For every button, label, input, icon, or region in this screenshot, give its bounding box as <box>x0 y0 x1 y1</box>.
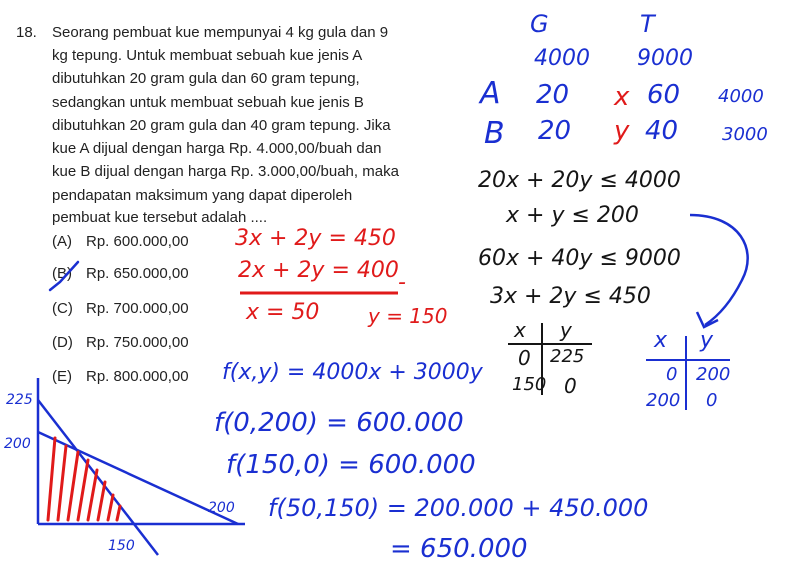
graph-label-225: 225 <box>6 392 33 408</box>
option-text: Rp. 700.000,00 <box>86 300 189 317</box>
table2-head-y: y <box>700 328 714 353</box>
question-line: pendapatan maksimum yang dapat diperoleh <box>52 187 353 204</box>
row-a-t: 60 <box>647 80 681 110</box>
graph-label-150-x: 150 <box>108 538 135 554</box>
row-a-label: A <box>480 76 501 111</box>
table1-r1x: 0 <box>518 346 531 370</box>
option-letter: (E) <box>52 368 72 385</box>
table2-r2y: 0 <box>706 390 718 411</box>
check-mark-icon <box>50 262 78 290</box>
question-line: kue B dijual dengan harga Rp. 3.000,00/buah, maka <box>52 163 399 180</box>
table1-r1y: 225 <box>550 346 585 367</box>
inequality-sugar: 20x + 20y ≤ 4000 <box>478 168 681 193</box>
evaluation-0-200: f(0,200) = 600.000 <box>214 408 464 438</box>
question-line: kue A dijual dengan harga Rp. 4.000,00/buah dan <box>52 140 382 157</box>
row-a-g: 20 <box>536 80 570 110</box>
inequality-flour: 60x + 40y ≤ 9000 <box>478 246 681 271</box>
option-text: Rp. 600.000,00 <box>86 233 189 250</box>
row-b-price: 3000 <box>722 124 768 145</box>
question-line: dibutuhkan 20 gram gula dan 60 gram tepung, <box>52 70 360 87</box>
option-letter: (B) <box>52 265 72 282</box>
question-line: Seorang pembuat kue mempunyai 4 kg gula dan 9 <box>52 24 389 41</box>
row-b-label: B <box>484 116 505 151</box>
question-line: dibutuhkan 20 gram gula dan 40 gram tepung. Jika <box>52 117 391 134</box>
total-t: 9000 <box>637 46 693 71</box>
evaluation-50-150: f(50,150) = 200.000 + 450.000 <box>268 494 649 522</box>
option-text: Rp. 650.000,00 <box>86 265 189 282</box>
table-head-g: G <box>530 10 549 38</box>
feasible-region-graph <box>38 378 245 555</box>
row-b-t: 40 <box>645 116 679 146</box>
graph-label-200-y: 200 <box>4 436 31 452</box>
elimination-minus: - <box>398 270 406 295</box>
graph-label-200-x: 200 <box>208 500 235 516</box>
total-g: 4000 <box>534 46 590 71</box>
table1-r2x: 150 <box>512 374 547 395</box>
inequality-flour-simplified: 3x + 2y ≤ 450 <box>490 284 651 309</box>
table1-r2y: 0 <box>564 374 577 398</box>
table1-head-x: x <box>514 318 526 342</box>
option-text: Rp. 750.000,00 <box>86 334 189 351</box>
evaluation-150-0: f(150,0) = 600.000 <box>226 450 476 480</box>
arrow-icon <box>690 215 748 325</box>
question-line: kg tepung. Untuk membuat sebuah kue jenis A <box>52 47 363 64</box>
option-letter: (D) <box>52 334 73 351</box>
result-x: x = 50 <box>246 300 320 325</box>
elimination-eq2: 2x + 2y = 400 <box>238 258 399 283</box>
table2-r2x: 200 <box>646 390 681 411</box>
table1-head-y: y <box>560 318 572 342</box>
option-text: Rp. 800.000,00 <box>86 368 189 385</box>
inequality-sugar-simplified: x + y ≤ 200 <box>506 203 639 228</box>
option-letter: (A) <box>52 233 72 250</box>
option-letter: (C) <box>52 300 73 317</box>
row-a-var: x <box>614 82 630 112</box>
table2-head-x: x <box>654 328 668 353</box>
question-line: pembuat kue tersebut adalah .... <box>52 209 268 226</box>
row-b-var: y <box>614 116 630 146</box>
row-b-g: 20 <box>538 116 572 146</box>
result-y: y = 150 <box>368 304 448 328</box>
question-number: 18. <box>16 24 37 41</box>
table2-r1x: 0 <box>666 364 678 385</box>
question-line: sedangkan untuk membuat sebuah kue jenis B <box>52 94 364 111</box>
table-head-t: T <box>640 10 655 38</box>
table2-r1y: 200 <box>696 364 731 385</box>
objective-function: f(x,y) = 4000x + 3000y <box>222 360 483 385</box>
elimination-eq1: 3x + 2y = 450 <box>235 226 396 251</box>
row-a-price: 4000 <box>718 86 764 107</box>
evaluation-result: = 650.000 <box>390 534 528 564</box>
